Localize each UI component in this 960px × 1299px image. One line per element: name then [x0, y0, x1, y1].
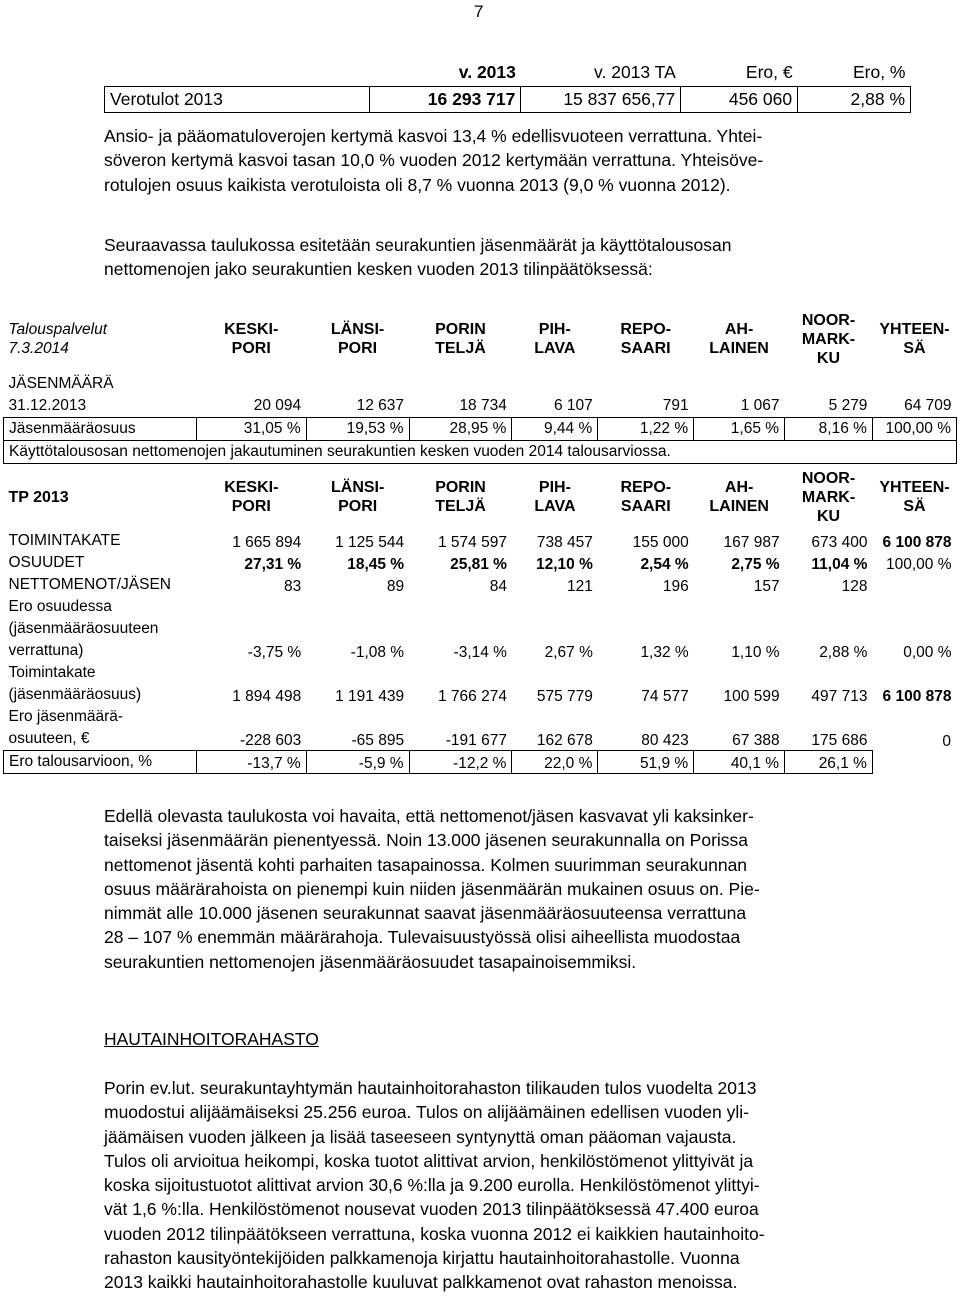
header-line: YHTEEN- [879, 321, 950, 338]
header-line: MARK- [801, 330, 856, 348]
table-row [4, 662, 957, 706]
tax-cell: 16 293 717 [369, 86, 521, 112]
column-header-yhteensa [872, 464, 956, 530]
cell: -3,75 % [247, 644, 302, 661]
label-line: (jäsenmääräosuus) [8, 686, 142, 703]
header-line: PORI [338, 498, 378, 515]
text-line: vuoden 2012 tilinpäätökseen verrattuna, koska vuonna 2012 ei kaikkien hautainhoito- [104, 1223, 765, 1244]
cell: 1 067 [740, 397, 780, 414]
header-line: TELJÄ [435, 498, 486, 515]
text-line: rotulojen osuus kaikista verotuloista oli 8,7 % vuonna 2013 (9,0 % vuonna 2012). [104, 174, 731, 195]
cell: 5 279 [828, 397, 868, 414]
paragraph-tax [104, 124, 924, 197]
column-header-yhteensa [872, 305, 956, 373]
section-label: JÄSENMÄÄRÄ [8, 375, 114, 392]
cell: 100,00 % [872, 418, 956, 441]
label-line: (jäsenmääräosuuteen [8, 620, 159, 637]
cell: 497 713 [811, 688, 868, 705]
row-label [4, 552, 197, 574]
column-header-ahlainen [694, 305, 785, 373]
header-line: PORI [231, 340, 271, 357]
cell: 100 599 [723, 688, 780, 705]
cell: -191 677 [445, 732, 507, 749]
cell: 80 423 [641, 732, 689, 749]
cell: 84 [489, 578, 507, 595]
budget-table [3, 464, 957, 774]
tax-cell: 15 837 656,77 [521, 86, 681, 112]
tax-table [104, 60, 911, 113]
cell: 0,00 % [903, 644, 952, 661]
header-line: NOOR- [801, 469, 856, 487]
text-line: nimmät alle 10.000 jäsenen seurakunnat saavat jäsenmääräosuuteensa verrattuna [104, 903, 747, 924]
text-line: taiseksi jäsenmäärän pienentyessä. Noin 13.000 jäsenen seurakunnalla on Porissa [104, 830, 749, 851]
header-line: LÄNSI- [330, 321, 385, 338]
cell: 1,32 % [640, 644, 689, 661]
header-line: PORI [231, 498, 271, 515]
text-line: osuus määrärahoista on pienempi kuin niiden jäsenmäärän mukainen osuus on. Pie- [104, 878, 760, 899]
corner-text: Talouspalvelut [8, 321, 108, 338]
text-line: 28 – 107 % enemmän määrärahoja. Tulevaisuustyössä olisi aiheellista muodostaa [104, 927, 741, 948]
cell: 6 100 878 [882, 534, 952, 551]
cell: 128 [841, 578, 868, 595]
cell: 162 678 [536, 732, 593, 749]
cell: 196 [662, 578, 689, 595]
corner-cell [4, 305, 197, 373]
cell: 11,04 % [811, 556, 868, 573]
text-line: Ansio- ja pääomatuloverojen kertymä kasvoi 13,4 % edellisvuoteen verrattuna. Yhtei- [104, 126, 763, 146]
cell: 157 [753, 578, 780, 595]
column-header-ahlainen [694, 464, 785, 530]
tax-header-cell: Ero, € [745, 62, 793, 83]
cell: 1 574 597 [438, 534, 507, 551]
tax-header-cell: v. 2013 TA [594, 62, 676, 83]
corner-date: 7.3.2014 [8, 340, 69, 357]
table-footer-row [4, 441, 957, 464]
column-header-pihlava [512, 464, 598, 530]
cell: 28,95 % [409, 418, 512, 441]
label-line: Ero talousarvioon, % [9, 753, 153, 770]
cell: -12,2 % [409, 751, 512, 774]
header-line: SÄ [903, 340, 926, 357]
cell: 1 766 274 [438, 688, 507, 705]
header-line: REPO- [620, 321, 672, 338]
cell: 18,45 % [347, 556, 405, 573]
row-label: Jäsenmääräosuus [4, 418, 197, 441]
column-header-reposaari [598, 305, 694, 373]
column-header-porinteljä [409, 464, 512, 530]
tax-header-cell [105, 60, 370, 86]
corner-cell: TP 2013 [8, 488, 69, 506]
header-line: REPO- [620, 479, 672, 496]
cell: 791 [662, 397, 689, 414]
row-label [4, 596, 197, 662]
row-label [4, 706, 197, 751]
header-line: KESKI- [224, 479, 279, 496]
tax-header-cell: Ero, % [852, 62, 906, 83]
row-label [4, 530, 197, 552]
cell: -228 603 [240, 732, 302, 749]
header-line: KU [816, 349, 841, 367]
cell: -1,08 % [350, 644, 405, 661]
column-header-porinteljä [409, 305, 512, 373]
text-line: vät 1,6 %:lla. Henkilöstömenot nousevat vuoden 2013 tilinpäätöksessä 47.400 euroa [104, 1199, 759, 1220]
table-row [4, 395, 957, 418]
cell: 6 100 878 [882, 688, 952, 705]
header-line: NOOR- [801, 311, 856, 329]
header-line: LAINEN [709, 340, 769, 357]
column-header-lansipori [306, 464, 409, 530]
column-header-keskipori [196, 464, 306, 530]
cell: 2,75 % [731, 556, 780, 573]
cell: -5,9 % [306, 751, 409, 774]
column-header-lansipori [306, 305, 409, 373]
text-line: koska sijoitustuotot alittivat arvion 30,6 %:lla ja 9.200 eurolla. Henkilöstömenot ylittyi- [104, 1175, 760, 1196]
cell: 8,16 % [785, 418, 873, 441]
text-line: nettomenot jäsentä kohti parhaiten tasapainossa. Kolmen suurimman seurakunnan [104, 854, 748, 875]
header-line: SAARI [620, 340, 671, 357]
cell: 673 400 [811, 534, 868, 551]
text-line: seurakuntien nettomenojen jäsenmääräosuudet tasapainoisemmiksi. [104, 951, 637, 972]
label-line: Ero osuudessa [8, 598, 112, 615]
label-line: TOIMINTAKATE [8, 532, 121, 549]
cell [872, 751, 956, 774]
cell: 1 191 439 [335, 688, 405, 705]
header-line: KESKI- [224, 321, 279, 338]
text-line: muodostui alijäämäiseksi 25.256 euroa. Tulos on alijäämäinen edellisen vuoden yli- [104, 1102, 749, 1123]
label-line: Toimintakate [8, 664, 96, 681]
cell: 25,81 % [450, 556, 507, 573]
cell: 27,31 % [244, 556, 302, 573]
row-label: 31.12.2013 [8, 397, 87, 414]
cell: 1,22 % [598, 418, 694, 441]
header-line: LAVA [534, 498, 576, 515]
header-line: SAARI [620, 498, 671, 515]
column-header-noormarkku [785, 305, 873, 373]
tax-row-label: Verotulot 2013 [105, 86, 370, 112]
table-row [4, 596, 957, 662]
cell: 1 665 894 [232, 534, 302, 551]
column-header-reposaari [598, 464, 694, 530]
cell: 0 [942, 732, 951, 750]
cell: 89 [386, 578, 405, 595]
cell: 175 686 [811, 732, 868, 749]
tax-table-row [105, 86, 911, 112]
cell: 575 779 [536, 688, 593, 705]
table-row [4, 552, 957, 574]
cell: 40,1 % [694, 751, 785, 774]
cell: -3,14 % [453, 644, 507, 661]
row-label [4, 662, 197, 706]
cell: 100,00 % [886, 556, 952, 573]
text-line: Tulos oli arvioitua heikompi, koska tuotot alittivat arvion, henkilöstömenot ylittyivät ja [104, 1150, 754, 1171]
header-line: SÄ [903, 498, 926, 515]
label-line: verrattuna) [8, 642, 84, 659]
label-line: NETTOMENOT/JÄSEN [8, 576, 171, 593]
label-line: Ero jäsenmäärä- [8, 708, 124, 725]
section-heading: HAUTAINHOITORAHASTO [104, 1029, 319, 1049]
table-row [4, 418, 957, 441]
members-header [4, 305, 957, 373]
section-label-row [4, 373, 957, 395]
cell [872, 574, 956, 596]
tax-cell: 2,88 % [798, 86, 911, 112]
cell: 18 734 [459, 397, 507, 414]
cell: 2,88 % [819, 644, 868, 661]
header-line: PORIN [435, 479, 486, 496]
cell: 74 577 [641, 688, 689, 705]
cell: 67 388 [732, 732, 780, 749]
page-number: 7 [474, 2, 484, 21]
header-line: YHTEEN- [879, 479, 950, 496]
text-line: Porin ev.lut. seurakuntayhtymän hautainhoitorahaston tilikauden tulos vuodelta 2013 [104, 1078, 757, 1098]
header-line: LAINEN [709, 498, 769, 515]
paragraph-fund [104, 1076, 924, 1295]
header-line: TELJÄ [435, 340, 486, 357]
cell: 9,44 % [512, 418, 598, 441]
header-line: PORIN [435, 321, 486, 338]
text-line: 2013 kaikki hautainhoitorahastolle kuuluvat palkkamenot ovat rahaston menoissa. [104, 1272, 738, 1293]
cell: 1 894 498 [232, 688, 302, 705]
paragraph-analysis [104, 804, 924, 974]
header-line: MARK- [801, 488, 856, 506]
text-line: Edellä olevasta taulukosta voi havaita, että nettomenot/jäsen kasvavat yli kaksinker- [104, 806, 754, 826]
label-line: OSUUDET [8, 554, 85, 571]
cell: 83 [283, 578, 302, 595]
cell: 2,54 % [640, 556, 689, 573]
cell: 51,9 % [598, 751, 694, 774]
cell: 1,10 % [731, 644, 780, 661]
row-label [4, 751, 197, 774]
header-line: AH- [724, 479, 754, 496]
cell: 12 637 [356, 397, 404, 414]
text-line: söveron kertymä kasvoi tasan 10,0 % vuoden 2012 kertymään verrattuna. Yhteisöve- [104, 150, 764, 171]
members-table [3, 305, 957, 464]
cell: 31,05 % [196, 418, 306, 441]
header-line: LAVA [534, 340, 576, 357]
table-row [4, 530, 957, 552]
cell: 20 094 [253, 397, 302, 414]
table-row [4, 706, 957, 751]
tax-header-cell: v. 2013 [458, 62, 516, 83]
label-line: osuuteen, € [8, 730, 90, 747]
cell: 26,1 % [785, 751, 873, 774]
cell: 167 987 [723, 534, 780, 551]
cell: 2,67 % [544, 644, 593, 661]
cell: 19,53 % [306, 418, 409, 441]
table-footer: Käyttötalousosan nettomenojen jakautuminen seurakuntien kesken vuoden 2014 talousarviossa. [4, 441, 957, 464]
cell: 738 457 [536, 534, 593, 551]
header-line: PIH- [538, 479, 571, 496]
column-header-noormarkku [785, 464, 873, 530]
text-line: jäämäisen vuoden jälkeen ja lisää taseeseen syntynyttä oman pääoman vajausta. [104, 1126, 737, 1147]
text-line: rahaston kausityöntekijöiden palkkamenoja kirjattu hautainhoitorahastolle. Vuonna [104, 1248, 740, 1269]
cell: 155 000 [632, 534, 689, 551]
header-line: LÄNSI- [330, 479, 385, 496]
cell: 1,65 % [694, 418, 785, 441]
header-line: PORI [338, 340, 378, 357]
table-row [4, 751, 957, 774]
cell: 22,0 % [512, 751, 598, 774]
cell: 6 107 [553, 397, 593, 414]
cell: -65 895 [351, 732, 405, 749]
table-row [4, 574, 957, 596]
text-line: Seuraavassa taulukossa esitetään seurakuntien jäsenmäärät ja käyttötalousosan [104, 235, 732, 255]
cell: -13,7 % [196, 751, 306, 774]
tax-cell: 456 060 [681, 86, 798, 112]
cell: 12,10 % [535, 556, 593, 573]
row-label [4, 574, 197, 596]
cell: 64 709 [904, 397, 952, 414]
header-line: PIH- [538, 321, 571, 338]
budget-header [4, 464, 957, 530]
paragraph-intro [104, 233, 924, 282]
column-header-keskipori [196, 305, 306, 373]
column-header-pihlava [512, 305, 598, 373]
text-line: nettomenojen jako seurakuntien kesken vuoden 2013 tilinpäätöksessä: [104, 259, 653, 280]
cell: 1 125 544 [335, 534, 405, 551]
header-line: KU [816, 507, 841, 525]
cell: 121 [566, 578, 593, 595]
header-line: AH- [724, 321, 754, 338]
tax-table-header [105, 60, 911, 86]
